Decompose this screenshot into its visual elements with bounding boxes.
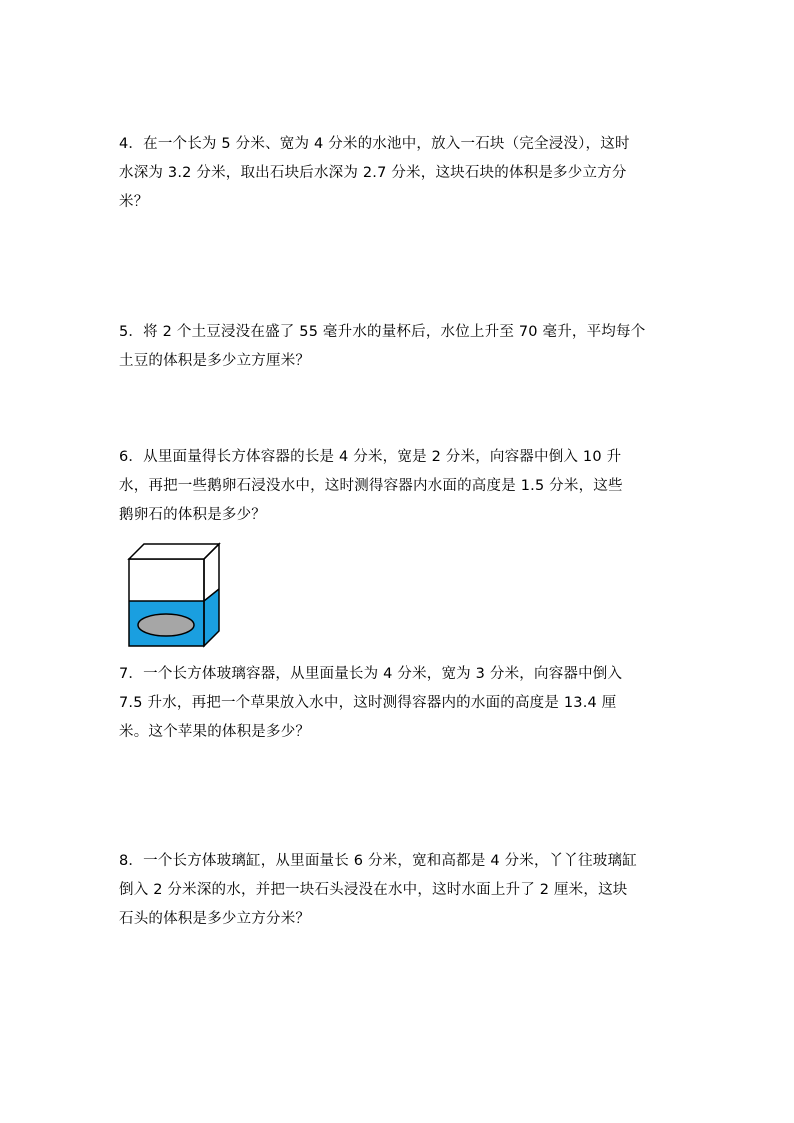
problem-8-line-1: 8．一个长方体玻璃缸，从里面量长 6 分米，宽和高都是 4 分米，丫丫往玻璃缸: [119, 853, 637, 869]
problem-6-line-1: 6．从里面量得长方体容器的长是 4 分米，宽是 2 分米，向容器中倒入 10 升: [119, 449, 622, 465]
problem-6-line-2: 水，再把一些鹅卵石浸没水中，这时测得容器内水面的高度是 1.5 分米，这些: [119, 478, 623, 494]
problem-6: [119, 443, 679, 530]
problem-7-line-1: 7．一个长方体玻璃容器，从里面量长为 4 分米，宽为 3 分米，向容器中倒入: [119, 666, 623, 682]
problem-4-line-3: 米？: [119, 194, 149, 210]
problem-4-line-1: 4．在一个长为 5 分米、宽为 4 分米的水池中，放入一石块（完全浸没），这时: [119, 136, 630, 152]
problem-4: [119, 130, 679, 217]
problem-8-line-3: 石头的体积是多少立方分米？: [119, 911, 311, 927]
stone-ellipse: [138, 614, 194, 636]
problem-5: [119, 318, 679, 376]
water-surface-line: [129, 589, 219, 601]
problem-8-line-2: 倒入 2 分米深的水，并把一块石头浸没在水中，这时水面上升了 2 厘米，这块: [119, 882, 628, 898]
problem-5-line-1: 5．将 2 个土豆浸没在盛了 55 毫升水的量杯后，水位上升至 70 毫升，平均每个: [119, 324, 646, 340]
problem-7-line-3: 米。这个苹果的体积是多少？: [119, 724, 311, 740]
container-figure: [124, 541, 224, 648]
container-illustration: [124, 541, 224, 648]
problem-4-line-2: 水深为 3.2 分米，取出石块后水深为 2.7 分米，这块石块的体积是多少立方分: [119, 165, 627, 181]
problem-6-line-3: 鹅卵石的体积是多少？: [119, 507, 266, 523]
problem-8: [119, 847, 679, 934]
problem-5-line-2: 土豆的体积是多少立方厘米？: [119, 353, 311, 369]
problem-7-line-2: 7.5 升水，再把一个草果放入水中，这时测得容器内的水面的高度是 13.4 厘: [119, 695, 617, 711]
problem-7: [119, 660, 679, 747]
